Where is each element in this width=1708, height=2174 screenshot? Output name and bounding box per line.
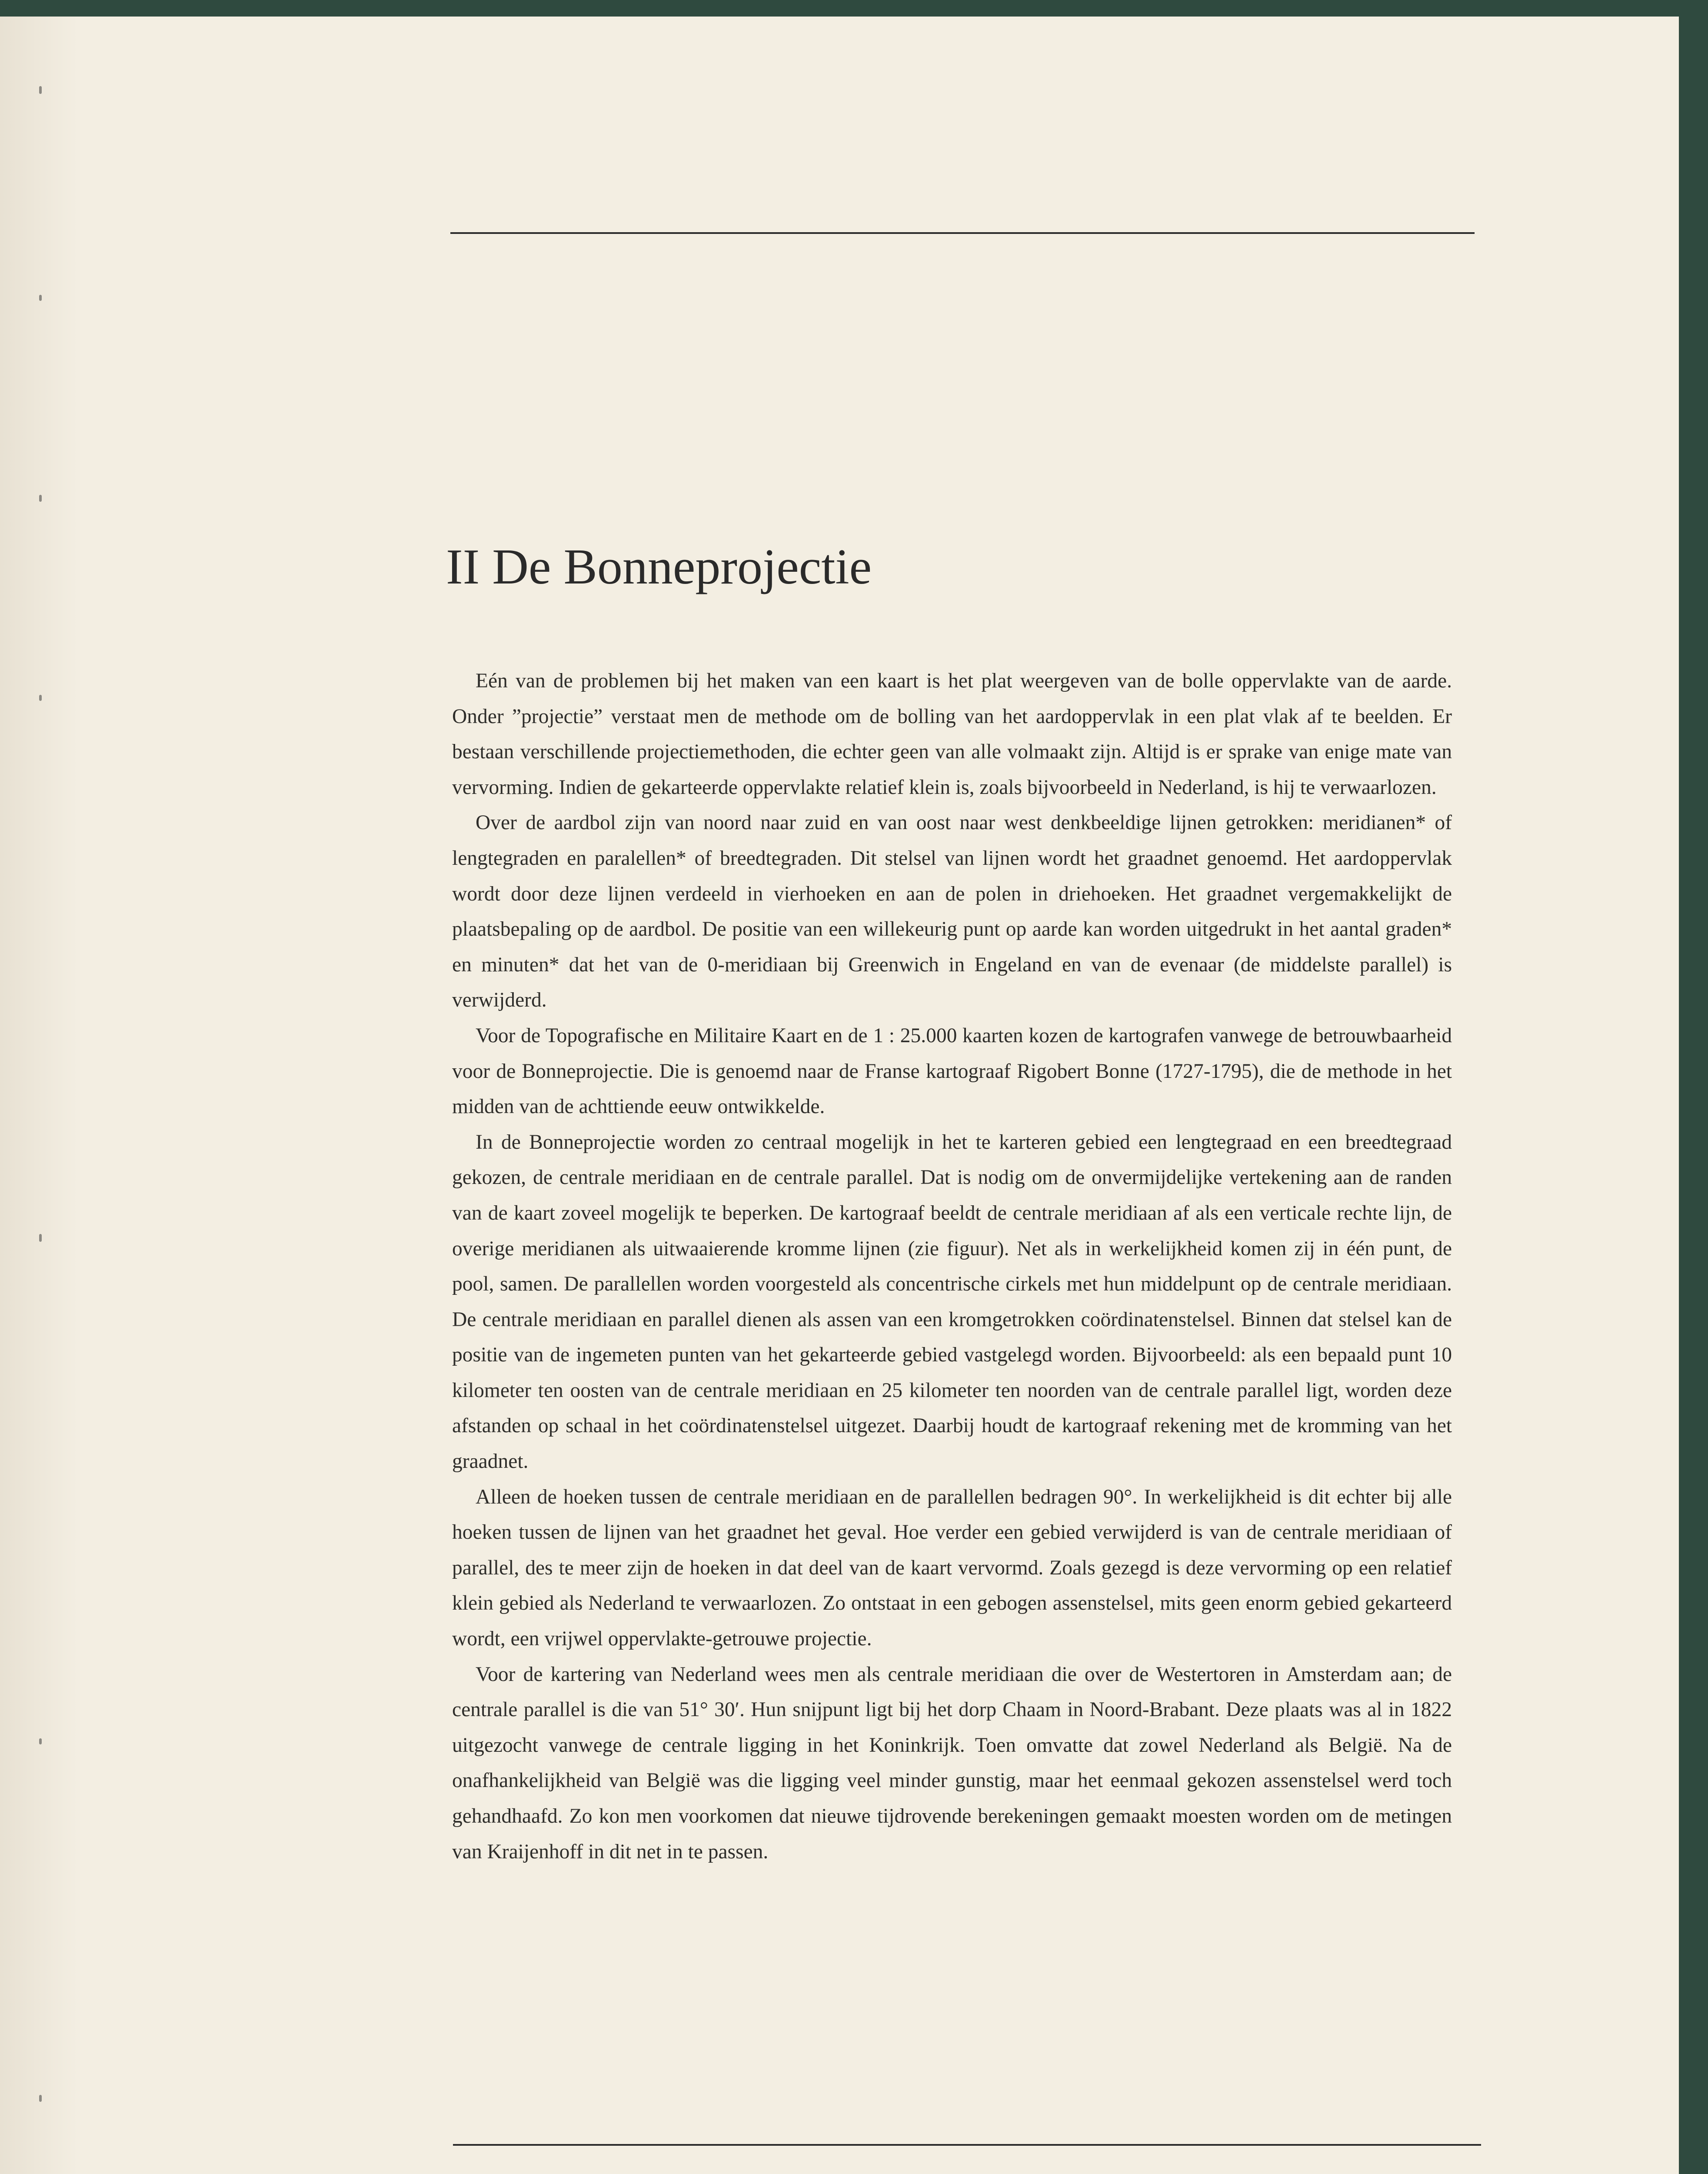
binding-mark <box>39 695 42 701</box>
paragraph: Over de aardbol zijn van noord naar zuid en van oost naar west denkbeeldige lijnen getrokken: meridianen* of lengtegraden en paralellen* of breedtegraden. Dit stelsel van lijnen wordt het graadnet genoemd. Het aardoppervlak wordt door deze lijnen verdeeld in vierhoeken en aan de polen in driehoeken. Het graadnet vergemakkelijkt de plaatsbepaling op de aardbol. De positie van een willekeurig punt op aarde kan worden uitgedrukt in het aantal graden* en minuten* dat het van de 0-meridiaan bij Greenwich in Engeland en van de evenaar (de middelste parallel) is verwijderd. <box>452 811 1452 1012</box>
chapter-body <box>452 664 1452 1870</box>
paragraph: Eén van de problemen bij het maken van een kaart is het plat weergeven van de bolle oppervlakte van de aarde. Onder ”projectie” verstaat men de methode om de bolling van het aardoppervlak in een plat vlak af te beelden. Er bestaan verschillende projectiemethoden, die echter geen van alle volmaakt zijn. Altijd is er sprake van enige mate van vervorming. Indien de gekarteerde oppervlakte relatief klein is, zoals bijvoorbeeld in Nederland, is hij te verwaarlozen. <box>452 670 1452 799</box>
paragraph: Voor de Topografische en Militaire Kaart en de 1 : 25.000 kaarten kozen de kartografen vanwege de betrouwbaarheid voor de Bonneprojectie. Die is genoemd naar de Franse kartograaf Rigobert Bonne (1727-1795), die de methode in het midden van de achttiende eeuw ontwikkelde. <box>452 1024 1452 1118</box>
footer-rule <box>453 2144 1481 2146</box>
binding-mark <box>39 295 42 301</box>
binding-mark <box>39 1738 42 1744</box>
gutter-shadow <box>0 17 78 2174</box>
paragraph: Alleen de hoeken tussen de centrale meridiaan en de parallellen bedragen 90°. In werkelijkheid is dit echter bij alle hoeken tussen de lijnen van het graadnet het geval. Hoe verder een gebied verwijderd is van de centrale meridiaan of parallel, des te meer zijn de hoeken in dat deel van de kaart vervormd. Zoals gezegd is deze vervorming op een relatief klein gebied als Nederland te verwaarlozen. Zo ontstaat in een gebogen assenstelsel, mits geen enorm gebied gekarteerd wordt, een vrijwel oppervlakte-getrouwe projectie. <box>452 1485 1452 1651</box>
binding-mark <box>39 1234 42 1242</box>
paragraph: In de Bonneprojectie worden zo centraal mogelijk in het te karteren gebied een lengtegraad en een breedtegraad gekozen, de centrale meridiaan en de centrale parallel. Dat is nodig om de onvermijdelijke vertekening aan de randen van de kaart zoveel mogelijk te beperken. De kartograaf beeldt de centrale meridiaan af als een verticale rechte lijn, de overige meridianen als uitwaaierende kromme lijnen (zie figuur). Net als in werkelijkheid komen zij in één punt, de pool, samen. De parallellen worden voorgesteld als concentrische cirkels met hun middelpunt op de centrale meridiaan. De centrale meridiaan en parallel dienen als assen van een kromgetrokken coördinatenstelsel. Binnen dat stelsel kan de positie van de ingemeten punten van het gekarteerde gebied vastgelegd worden. Bijvoorbeeld: als een bepaald punt 10 kilometer ten oosten van de centrale meridiaan en 25 kilometer ten noorden van de centrale parallel ligt, worden deze afstanden op schaal in het coördinatenstelsel uitgezet. Daarbij houdt de kartograaf rekening met de kromming van het graadnet. <box>452 1130 1452 1473</box>
chapter-title: II De Bonneprojectie <box>446 539 872 595</box>
header-rule <box>450 232 1475 234</box>
binding-mark <box>39 495 42 502</box>
binding-mark <box>39 86 42 94</box>
paragraph: Voor de kartering van Nederland wees men als centrale meridiaan die over de Westertoren in Amsterdam aan; de centrale parallel is die van 51° 30′. Hun snijpunt ligt bij het dorp Chaam in Noord-Brabant. Deze plaats was al in 1822 uitgezocht vanwege de centrale ligging in het Koninkrijk. Toen omvatte dat zowel Nederland als België. Na de onafhankelijkheid van België was die ligging veel minder gunstig, maar het eenmaal gekozen assenstelsel werd toch gehandhaafd. Zo kon men voorkomen dat nieuwe tijdrovende berekeningen gemaakt moesten worden om de metingen van Kraijenhoff in dit net in te passen. <box>452 1663 1452 1863</box>
book-page <box>0 17 1679 2174</box>
binding-mark <box>39 2095 42 2102</box>
